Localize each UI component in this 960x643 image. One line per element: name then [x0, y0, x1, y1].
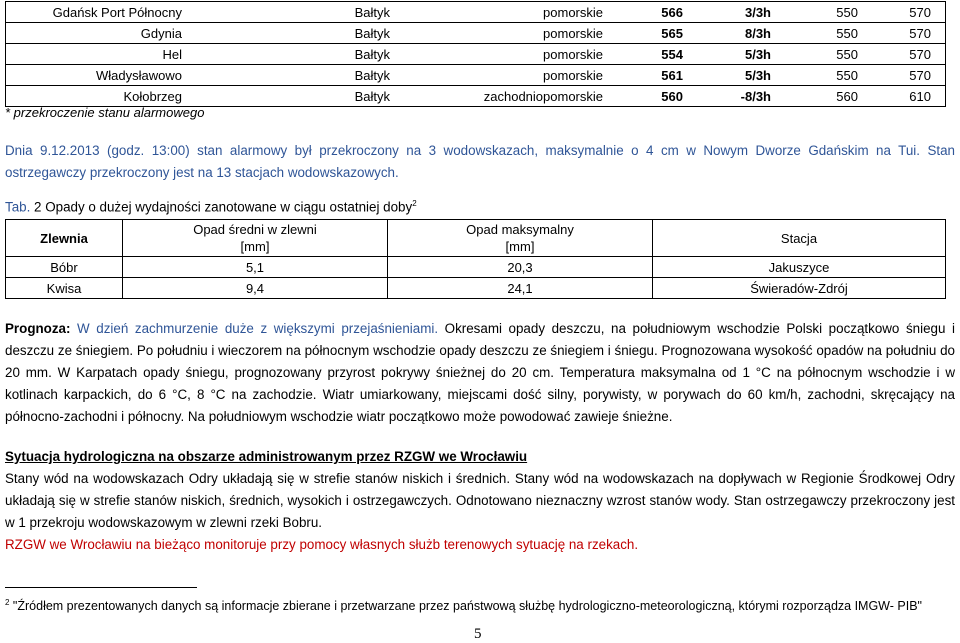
alert-paragraph: Dnia 9.12.2013 (godz. 13:00) stan alarmowy był przekroczony na 3 wodowskazach, maksymalnie o 4 cm w Nowym Dworze Gdańskim na Tui. Stan ostrzegawczy przekroczony jest na 13 stacjach wodowskazowych.	[5, 143, 955, 180]
station-name: Gdynia	[6, 23, 183, 44]
forecast-paragraph	[5, 318, 955, 428]
stations-table-body	[6, 2, 946, 107]
table-row	[6, 86, 946, 107]
station-name: Hel	[6, 44, 183, 65]
footnote-text: "Źródłem prezentowanych danych są informacje zbierane i przetwarzane przez państwową służbę hydrologiczno-meteorologiczną, którymi rozporządza IMGW- PIB"	[9, 599, 922, 614]
level-change: 3/3h	[683, 2, 771, 23]
table-row	[6, 65, 946, 86]
header-basin: Zlewnia	[6, 220, 123, 257]
warning-level: 550	[771, 65, 858, 86]
water-body: Bałtyk	[182, 65, 390, 86]
avg-precip-cell: 5,1	[123, 257, 388, 278]
voivodeship: pomorskie	[390, 44, 603, 65]
level-change: 5/3h	[683, 65, 771, 86]
table-header-row	[6, 220, 946, 257]
water-body: Bałtyk	[182, 2, 390, 23]
alarm-level: 570	[858, 2, 946, 23]
water-level: 560	[603, 86, 683, 107]
table-row	[6, 257, 946, 278]
station-cell: Jakuszyce	[653, 257, 946, 278]
voivodeship: pomorskie	[390, 23, 603, 44]
hydro-red-note: RZGW we Wrocławiu na bieżąco monitoruje przy pomocy własnych służb terenowych sytuację na rzekach.	[5, 537, 639, 552]
water-level: 565	[603, 23, 683, 44]
water-body: Bałtyk	[182, 23, 390, 44]
table-row	[6, 2, 946, 23]
avg-precip-cell: 9,4	[123, 278, 388, 299]
basin-cell: Kwisa	[6, 278, 123, 299]
table-row	[6, 44, 946, 65]
forecast-label: Prognoza:	[5, 321, 71, 336]
max-precip-cell: 24,1	[388, 278, 653, 299]
caption-prefix: Tab.	[5, 199, 31, 215]
caption-superscript: 2	[412, 199, 417, 208]
footnote-marker: 2	[5, 598, 10, 607]
station-name: Kołobrzeg	[6, 86, 183, 107]
precipitation-table	[5, 219, 946, 299]
table-row	[6, 278, 946, 299]
forecast-text: Okresami opady deszczu, na południowym wschodzie Polski początkowo śniegu i deszczu ze śniegiem. Po południu i wieczorem na północnym wschodzie opady deszczu ze śniegiem i śniegu. Prognozowana wysokość opadów na południu do 20 mm. W Karpatach opady śniegu, prognozowany przyrost pokrywy śnieżnej do 20 cm. Temperatura maksymalna od 1 °C na północnym wschodzie i w kotlinach karpackich, do 6 °C, 8 °C na zachodzie. Wiatr umiarkowany, miejscami dość silny, porywisty, w porywach do 60 km/h, zachodni, skręcający na północno-zachodni i północny. Na południowym wschodzie wiatr początkowo może powodować zawieje śnieżne.	[5, 321, 955, 424]
station-cell: Świeradów-Zdrój	[653, 278, 946, 299]
forecast-blue-text: W dzień zachmurzenie duże z większymi przejaśnieniami.	[70, 321, 439, 336]
hydro-heading: Sytuacja hydrologiczna na obszarze administrowanym przez RZGW we Wrocławiu	[5, 449, 528, 464]
stations-table	[5, 1, 946, 107]
water-body: Bałtyk	[182, 44, 390, 65]
voivodeship: pomorskie	[390, 2, 603, 23]
basin-cell: Bóbr	[6, 257, 123, 278]
level-change: 8/3h	[683, 23, 771, 44]
header-avg-precip: Opad średni w zlewni [mm]	[123, 220, 388, 257]
table-row	[6, 23, 946, 44]
water-body: Bałtyk	[182, 86, 390, 107]
warning-level: 550	[771, 23, 858, 44]
alarm-level: 570	[858, 65, 946, 86]
water-level: 554	[603, 44, 683, 65]
warning-level: 550	[771, 2, 858, 23]
alarm-level: 610	[858, 86, 946, 107]
header-max-precip: Opad maksymalny [mm]	[388, 220, 653, 257]
hydro-body: Stany wód na wodowskazach Odry układają się w strefie stanów niskich i średnich. Stany wód na wodowskazach na dopływach w Regionie Środkowej Odry układają się w strefie stanów niskich, średnich, wysokich i ostrzegawczych. Odnotowano nieznaczny wzrost stanów wody. Stan ostrzegawczy przekroczony jest w 1 przekroju wodowskazowym w zlewni rzeki Bobru.	[5, 471, 955, 530]
warning-level: 550	[771, 44, 858, 65]
station-name: Władysławowo	[6, 65, 183, 86]
alarm-level: 570	[858, 23, 946, 44]
voivodeship: zachodniopomorskie	[390, 86, 603, 107]
alarm-level: 570	[858, 44, 946, 65]
water-level: 561	[603, 65, 683, 86]
hydro-section	[5, 446, 955, 556]
caption-text: 2 Opady o dużej wydajności zanotowane w ciągu ostatniej doby	[30, 199, 413, 215]
level-change: 5/3h	[683, 44, 771, 65]
water-level: 566	[603, 2, 683, 23]
table-caption	[5, 199, 417, 214]
footnote-separator	[5, 587, 197, 588]
source-footnote	[5, 598, 922, 613]
warning-level: 560	[771, 86, 858, 107]
station-name: Gdańsk Port Północny	[6, 2, 183, 23]
max-precip-cell: 20,3	[388, 257, 653, 278]
voivodeship: pomorskie	[390, 65, 603, 86]
page-number: 5	[474, 626, 482, 642]
level-change: -8/3h	[683, 86, 771, 107]
alarm-footnote: * przekroczenie stanu alarmowego	[5, 105, 205, 120]
header-station: Stacja	[653, 220, 946, 257]
